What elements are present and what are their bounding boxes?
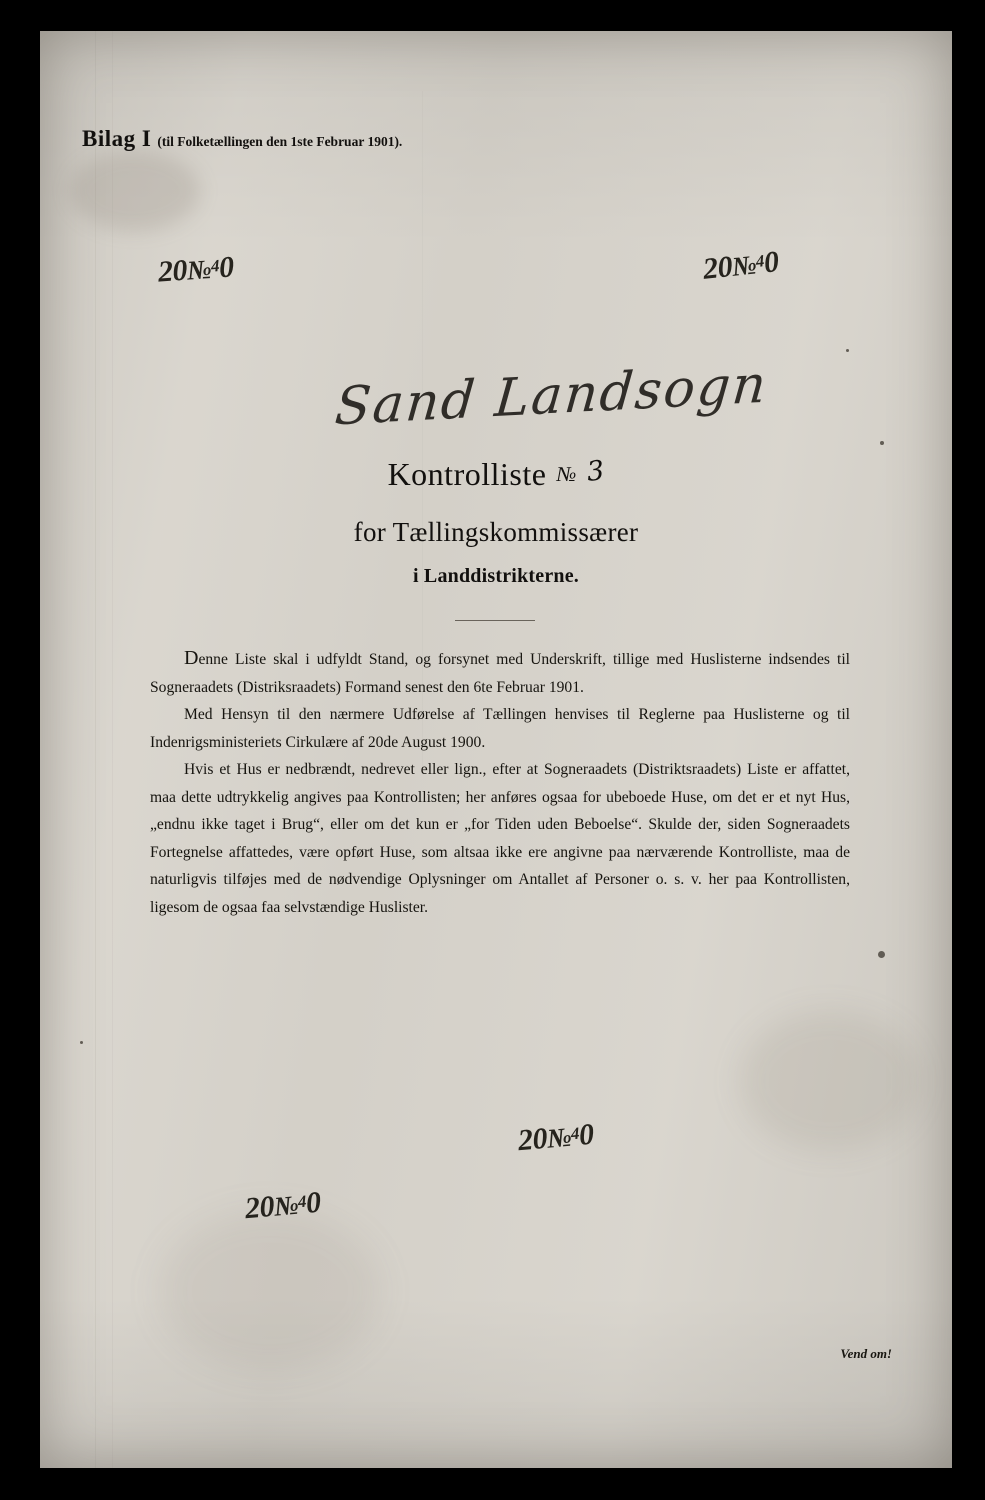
page-subtitle-2: i Landdistrikterne. <box>412 565 580 587</box>
handwritten-place-name: Sand Landsogn <box>332 354 771 438</box>
page-title-text: Kontrolliste <box>387 456 547 492</box>
ink-speck <box>878 951 885 958</box>
archive-stamp-bottom-middle: 20№40 <box>516 1117 595 1158</box>
number-symbol: № <box>556 462 577 486</box>
paragraph-1 <box>150 645 850 701</box>
document-header <box>82 126 402 152</box>
page-subtitle-1: for Tællingskommissærer <box>353 517 639 547</box>
paper-stain <box>70 151 200 231</box>
bilag-label: Bilag I <box>82 126 152 151</box>
ink-speck <box>80 1041 83 1044</box>
scanned-page <box>40 31 952 1468</box>
ink-speck <box>880 441 884 445</box>
paper-fold-line <box>112 31 113 1468</box>
handwritten-list-number: 3 <box>585 455 607 488</box>
paragraph-1-dropcap: D <box>184 647 199 669</box>
archive-stamp-bottom-left: 20№40 <box>243 1185 322 1226</box>
bilag-subtitle: (til Folketællingen den 1ste Februar 1901). <box>157 134 403 149</box>
archive-stamp-top-right: 20№40 <box>701 245 781 286</box>
paragraph-3: Hvis et Hus er nedbrændt, nedrevet eller lign., efter at Sogneraadets (Distriktsraadets) Liste er affattet, maa dette udtrykkelig angives paa Kontrollisten; her anføres ogsaa for ubeboede Huse, om det er et nyt Hus, „endnu ikke taget i Brug“, eller om det kun er „for Tiden uden Beboelse“. Skulde der, siden Sogneraadets Fortegnelse affattedes, være opført Huse, som altsaa ikke ere angivne paa nærværende Kontrolliste, maa de naturligvis tilføjes med de nødvendige Oplysninger om Antallet af Personer o. s. v. her paa Kontrollisten, ligesom de ogsaa faa selvstændige Huslister. <box>150 761 850 916</box>
paragraph-1-text: enne Liste skal i udfyldt Stand, og forsynet med Underskrift, tillige med Huslisterne indsendes til Sogneraadets (Distriksraadets) Formand senest den 6te Februar 1901. <box>150 651 850 696</box>
instructions-body <box>150 645 850 921</box>
archive-stamp-top-left: 20№40 <box>156 250 235 289</box>
turn-over-note: Vend om! <box>840 1346 892 1361</box>
divider-rule <box>455 620 535 621</box>
page-title <box>40 456 952 493</box>
ink-speck <box>846 349 849 352</box>
paper-stain <box>740 1011 920 1151</box>
paragraph-2: Med Hensyn til den nærmere Udførelse af Tællingen henvises til Reglerne paa Huslisterne og til Indenrigsministeriets Cirkulære af 20de August 1900. <box>150 706 850 751</box>
paper-fold-line <box>95 31 96 1468</box>
paper-stain <box>160 1211 380 1371</box>
